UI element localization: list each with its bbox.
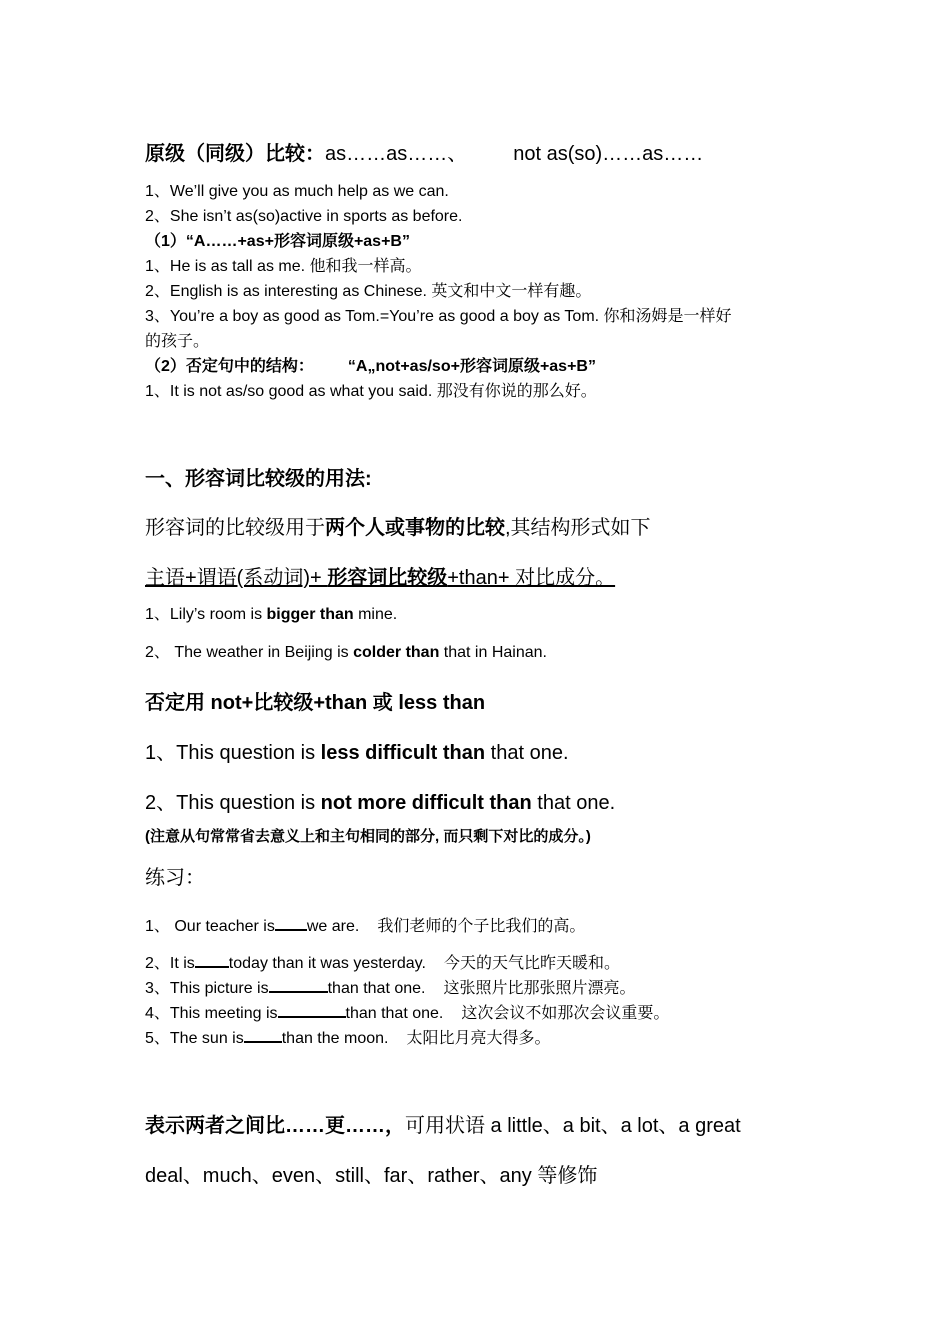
negative-heading: 否定用 not+比较级+than 或 less than [145, 692, 486, 714]
exercise-translation: 今天的天气比昨天暖和。 [443, 955, 620, 972]
exercise-suffix: today than it was yesterday. [228, 955, 426, 972]
example-line: 1、He is as tall as me. 他和我一样高。 [145, 258, 422, 275]
text: that one. [485, 742, 569, 764]
subheading-pattern: “A„not+as/so+形容词原级+as+B” [347, 358, 596, 375]
exercise-suffix: than that one. [327, 980, 426, 997]
example-line: 2、She isn’t as(so)active in sports as before. [145, 208, 463, 225]
example-line: 1、We’ll give you as much help as we can. [145, 183, 449, 200]
exercise-prefix: 5、The sun is [145, 1030, 244, 1047]
exercise-translation: 这次会议不如那次会议重要。 [461, 1005, 670, 1022]
example-line [145, 601, 397, 624]
subheading [145, 353, 596, 376]
text-bold: colder than [353, 644, 440, 661]
exercise-item [145, 1025, 550, 1048]
text: that one. [531, 792, 616, 814]
example-line [145, 786, 615, 815]
text: ,其结构形式如下 [505, 517, 651, 539]
subheading-cn: （2）否定句中的结构： [145, 358, 314, 375]
exercise-item [145, 1000, 669, 1023]
title-pattern-1: as……as……、 [325, 143, 468, 165]
text: 2、 The weather in Beijing is [145, 644, 354, 661]
text: 可用状语 a little、a bit、a lot、a great [405, 1115, 741, 1137]
example-line: 的孩子。 [145, 333, 210, 350]
modifier-paragraph-line1 [145, 1109, 741, 1138]
answer-blank[interactable] [244, 1027, 282, 1043]
text: 形容词的比较级用于 [145, 517, 325, 539]
example-line [145, 736, 569, 765]
title-pattern-2: not as(so)……as…… [513, 143, 704, 165]
exercise-item [145, 913, 585, 936]
title-cn: 原级（同级）比较： [145, 143, 325, 165]
exercise-prefix: 1、 Our teacher is [145, 918, 275, 935]
answer-blank[interactable] [275, 915, 307, 931]
note: (注意从句常常省去意义上和主句相同的部分, 而只剩下对比的成分。) [145, 828, 591, 845]
exercise-prefix: 4、This meeting is [145, 1005, 278, 1022]
exercise-translation: 这张照片比那张照片漂亮。 [443, 980, 636, 997]
text-bold: bigger than [266, 606, 354, 623]
text-bold: 两个人或事物的比较 [325, 517, 505, 539]
exercise-suffix: than the moon. [281, 1030, 389, 1047]
example-line: 3、You’re a boy as good as Tom.=You’re as good a boy as Tom. 你和汤姆是一样好 [145, 308, 732, 325]
text: 2、This question is [145, 792, 321, 814]
exercise-translation: 我们老师的个子比我们的高。 [377, 918, 586, 935]
text-bold: 表示两者之间比……更……， [145, 1115, 405, 1137]
text-bold: not more difficult than [320, 792, 532, 814]
section-heading: 一、形容词比较级的用法: [145, 468, 372, 490]
answer-blank[interactable] [195, 952, 229, 968]
text: that in Hainan. [439, 644, 547, 661]
text: 1、This question is [145, 742, 321, 764]
text-bold: 形容词比较级 [327, 567, 448, 589]
exercise-prefix: 3、This picture is [145, 980, 269, 997]
exercise-item [145, 950, 620, 973]
exercise-item [145, 975, 635, 998]
example-line [145, 639, 547, 662]
paragraph [145, 511, 651, 540]
text-bold: less difficult than [320, 742, 486, 764]
exercise-suffix: we are. [306, 918, 360, 935]
example-line: 1、It is not as/so good as what you said. 那没有你说的那么好。 [145, 383, 597, 400]
structure-formula [145, 561, 615, 590]
practice-label: 练习： [145, 867, 205, 889]
text: mine. [353, 606, 398, 623]
text: 1、Lily’s room is [145, 606, 267, 623]
exercise-translation: 太阳比月亮大得多。 [406, 1030, 551, 1047]
subheading: （1）“A……+as+形容词原级+as+B” [145, 233, 410, 250]
text: +than+ 对比成分。 [447, 567, 616, 589]
modifier-paragraph-line2: deal、much、even、still、far、rather、any 等修饰 [145, 1165, 598, 1187]
exercise-suffix: than that one. [345, 1005, 444, 1022]
section-title-positive-degree [145, 137, 703, 166]
text: 主语+谓语(系动词)+ [145, 567, 328, 589]
answer-blank[interactable] [278, 1002, 346, 1018]
exercise-prefix: 2、It is [145, 955, 195, 972]
answer-blank[interactable] [269, 977, 328, 993]
example-line: 2、English is as interesting as Chinese. 英文和中文一样有趣。 [145, 283, 592, 300]
